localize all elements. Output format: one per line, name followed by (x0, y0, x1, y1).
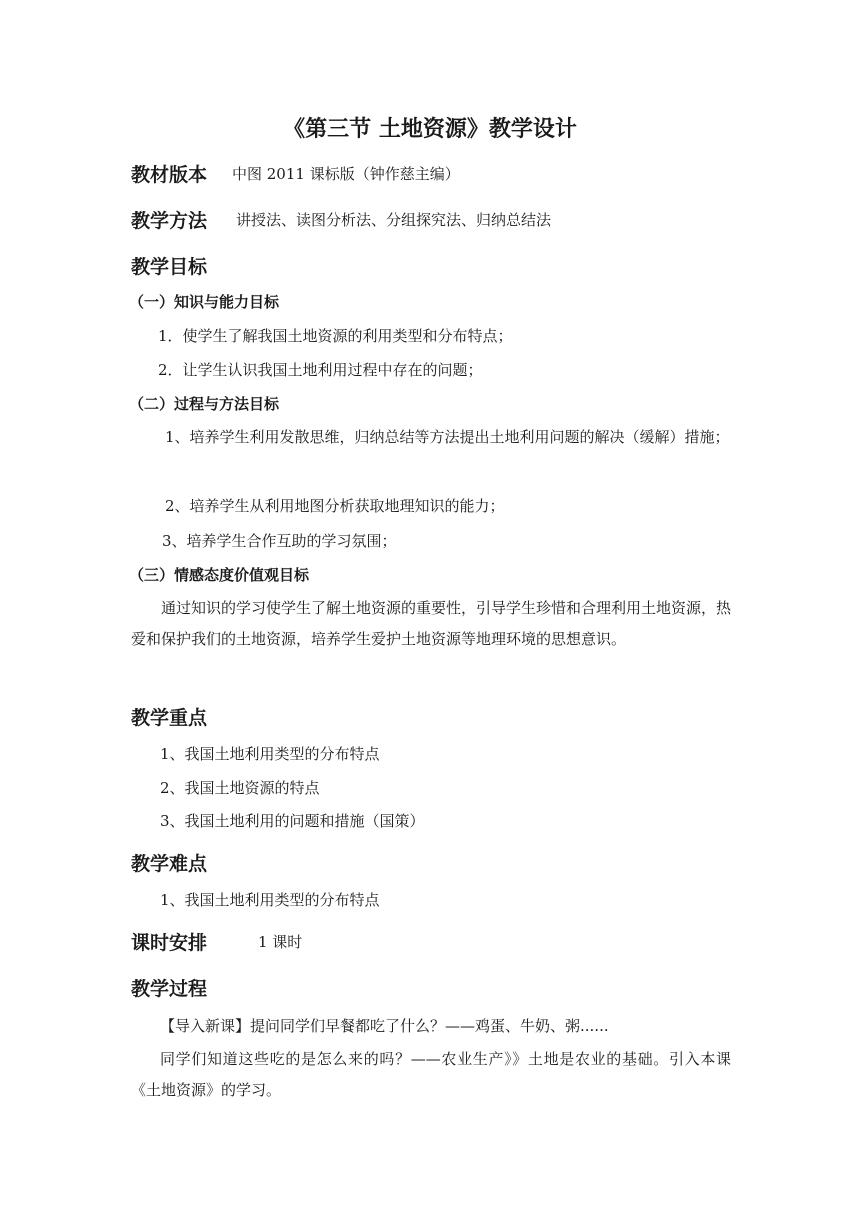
textbook-label: 教材版本 (131, 164, 208, 186)
objective-2-item: 2、培养学生从利用地图分析获取地理知识的能力； (165, 497, 505, 515)
key-points-heading: 教学重点 (131, 707, 208, 729)
objective-2-heading: （二）过程与方法目标 (129, 395, 280, 413)
objectives-heading: 教学目标 (131, 256, 208, 278)
schedule-label: 课时安排 (131, 932, 208, 954)
objective-1-heading: （一）知识与能力目标 (129, 293, 280, 311)
objective-2-item: 3、培养学生合作互助的学习氛围； (162, 532, 397, 550)
method-label: 教学方法 (131, 210, 208, 232)
schedule-value: 1 课时 (258, 933, 303, 951)
method-value: 讲授法、读图分析法、分组探究法、归纳总结法 (236, 211, 552, 229)
textbook-value: 中图 2011 课标版（钟作慈主编） (232, 165, 460, 183)
objective-3-text: 通过知识的学习使学生了解土地资源的重要性，引导学生珍惜和合理利用土地资源，热爱和保护我们的土地资源，培养学生爱护土地资源等地理环境的思想意识。 (131, 599, 732, 648)
objective-2-item: 1、培养学生利用发散思维，归纳总结等方法提出土地利用问题的解决（缓解）措施； (165, 428, 730, 446)
process-heading: 教学过程 (131, 978, 208, 1000)
process-paragraph: 【导入新课】提问同学们早餐都吃了什么？——鸡蛋、牛奶、粥...... (160, 1017, 609, 1035)
key-point-item: 2、我国土地资源的特点 (160, 779, 320, 797)
objective-1-item: 1．使学生了解我国土地资源的利用类型和分布特点； (158, 327, 513, 345)
process-paragraph: 同学们知道这些吃的是怎么来的吗？——农业生产》》土地是农业的基础。引入本课《土地资源》的学习。 (131, 1050, 731, 1099)
difficult-point-item: 1、我国土地利用类型的分布特点 (160, 891, 380, 909)
difficult-points-heading: 教学难点 (131, 853, 208, 875)
key-point-item: 1、我国土地利用类型的分布特点 (160, 745, 380, 763)
document-title: 《第三节 土地资源》教学设计 (283, 117, 577, 142)
key-point-item: 3、我国土地利用的问题和措施（国策） (160, 812, 425, 830)
objective-1-item: 2．让学生认识我国土地利用过程中存在的问题； (158, 361, 483, 379)
objective-3-heading: （三）情感态度价值观目标 (129, 566, 310, 584)
